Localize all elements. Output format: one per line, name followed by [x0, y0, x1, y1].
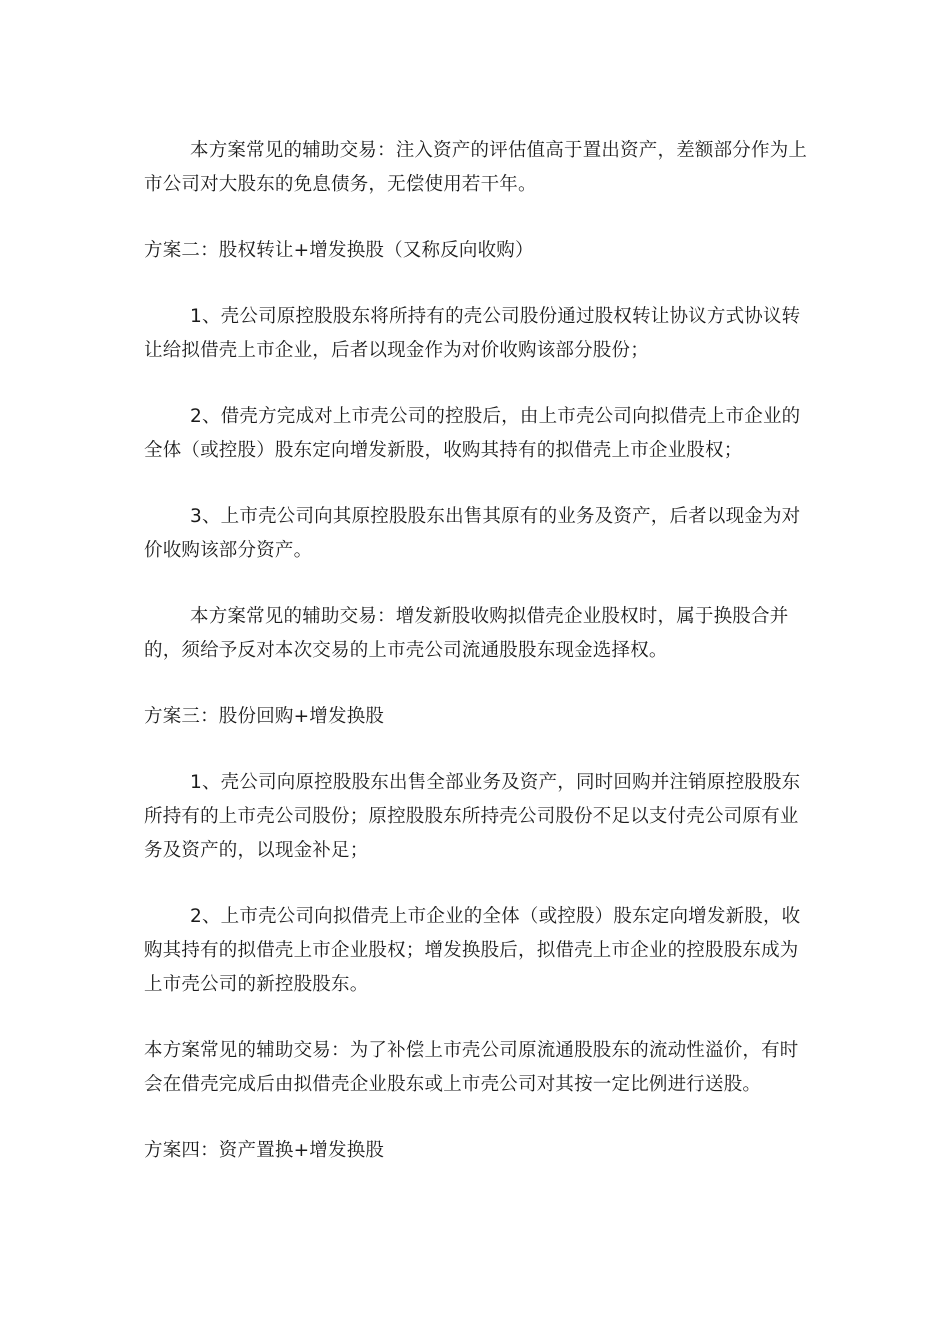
- paragraph-scheme2-step2: 2、借壳方完成对上市壳公司的控股后，由上市壳公司向拟借壳上市企业的全体（或控股）股东定向增发新股，收购其持有的拟借壳上市企业股权；: [144, 406, 801, 461]
- paragraph-scheme2-auxiliary-trade: 本方案常见的辅助交易：增发新股收购拟借壳企业股权时，属于换股合并的，须给予反对本次交易的上市壳公司流通股股东现金选择权。: [144, 606, 789, 661]
- paragraph-scheme1-auxiliary-trade: 本方案常见的辅助交易：注入资产的评估值高于置出资产，差额部分作为上市公司对大股东的免息债务，无偿使用若干年。: [144, 140, 808, 195]
- paragraph-scheme3-step1: 1、壳公司向原控股股东出售全部业务及资产，同时回购并注销原控股股东所持有的上市壳公司股份；原控股股东所持壳公司股份不足以支付壳公司原有业务及资产的，以现金补足；: [144, 772, 801, 861]
- paragraph-scheme2-step3: 3、上市壳公司向其原控股股东出售其原有的业务及资产，后者以现金为对价收购该部分资产。: [144, 506, 801, 561]
- paragraph-scheme3-auxiliary-trade: 本方案常见的辅助交易：为了补偿上市壳公司原流通股股东的流动性溢价，有时会在借壳完成后由拟借壳企业股东或上市壳公司对其按一定比例进行送股。: [144, 1040, 799, 1095]
- paragraph-scheme3-step2: 2、上市壳公司向拟借壳上市企业的全体（或控股）股东定向增发新股，收购其持有的拟借壳上市企业股权；增发换股后，拟借壳上市企业的控股股东成为上市壳公司的新控股股东。: [144, 906, 801, 995]
- document-body: [144, 134, 808, 1200]
- paragraph-scheme2-step1: 1、壳公司原控股股东将所持有的壳公司股份通过股权转让协议方式协议转让给拟借壳上市企业，后者以现金作为对价收购该部分股份；: [144, 306, 801, 361]
- heading-scheme-two: 方案二：股权转让+增发换股（又称反向收购）: [144, 240, 534, 261]
- heading-scheme-three: 方案三：股份回购+增发换股: [144, 706, 385, 727]
- heading-scheme-four: 方案四：资产置换+增发换股: [144, 1140, 385, 1161]
